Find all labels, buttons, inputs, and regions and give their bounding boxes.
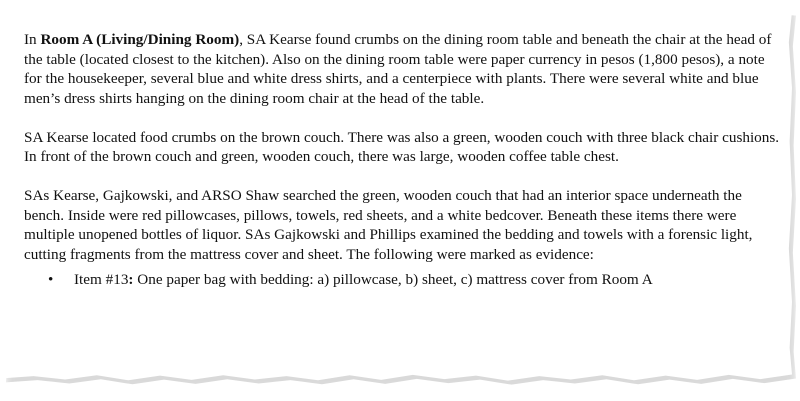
paragraph-room-a-body: , SA Kearse found crumbs on the dining room table and beneath the chair at the head of the table (located closest to the kitchen). Also on the dining room table were paper currency in pesos (1,800 pesos), a note for the housekeeper, several blue and white dress shirts, and a centerpiece with plants. There were several white and blue men’s dress shirts hanging on the dining room chair at the head of the table. [24, 31, 772, 107]
paragraph-room-a [24, 30, 780, 108]
paragraph-couch: SA Kearse located food crumbs on the brown couch. There was also a green, wooden couch with three black chair cushions. In front of the brown couch and green, wooden couch, there was large, wooden coffee table chest. [24, 128, 780, 165]
paragraph-intro: In [24, 31, 41, 48]
document-body [24, 30, 780, 290]
evidence-item-separator: : [128, 271, 134, 288]
evidence-list [24, 270, 780, 290]
evidence-item [48, 270, 780, 290]
evidence-item-label: Item #13 [74, 271, 129, 288]
paragraph-search: SAs Kearse, Gajkowski, and ARSO Shaw searched the green, wooden couch that had an interior space underneath the bench. Inside were red pillowcases, pillows, towels, red sheets, and a white bedcover. Beneath these items there were multiple unopened bottles of liquor. SAs Gajkowski and Phillips examined the bedding and towels with a forensic light, cutting fragments from the mattress cover and sheet. The following were marked as evidence: [24, 187, 753, 263]
evidence-item-description: One paper bag with bedding: a) pillowcase, b) sheet, c) mattress cover from Room A [133, 271, 653, 288]
room-name: Room A (Living/Dining Room) [40, 31, 240, 48]
bullet-icon: • [48, 271, 54, 288]
